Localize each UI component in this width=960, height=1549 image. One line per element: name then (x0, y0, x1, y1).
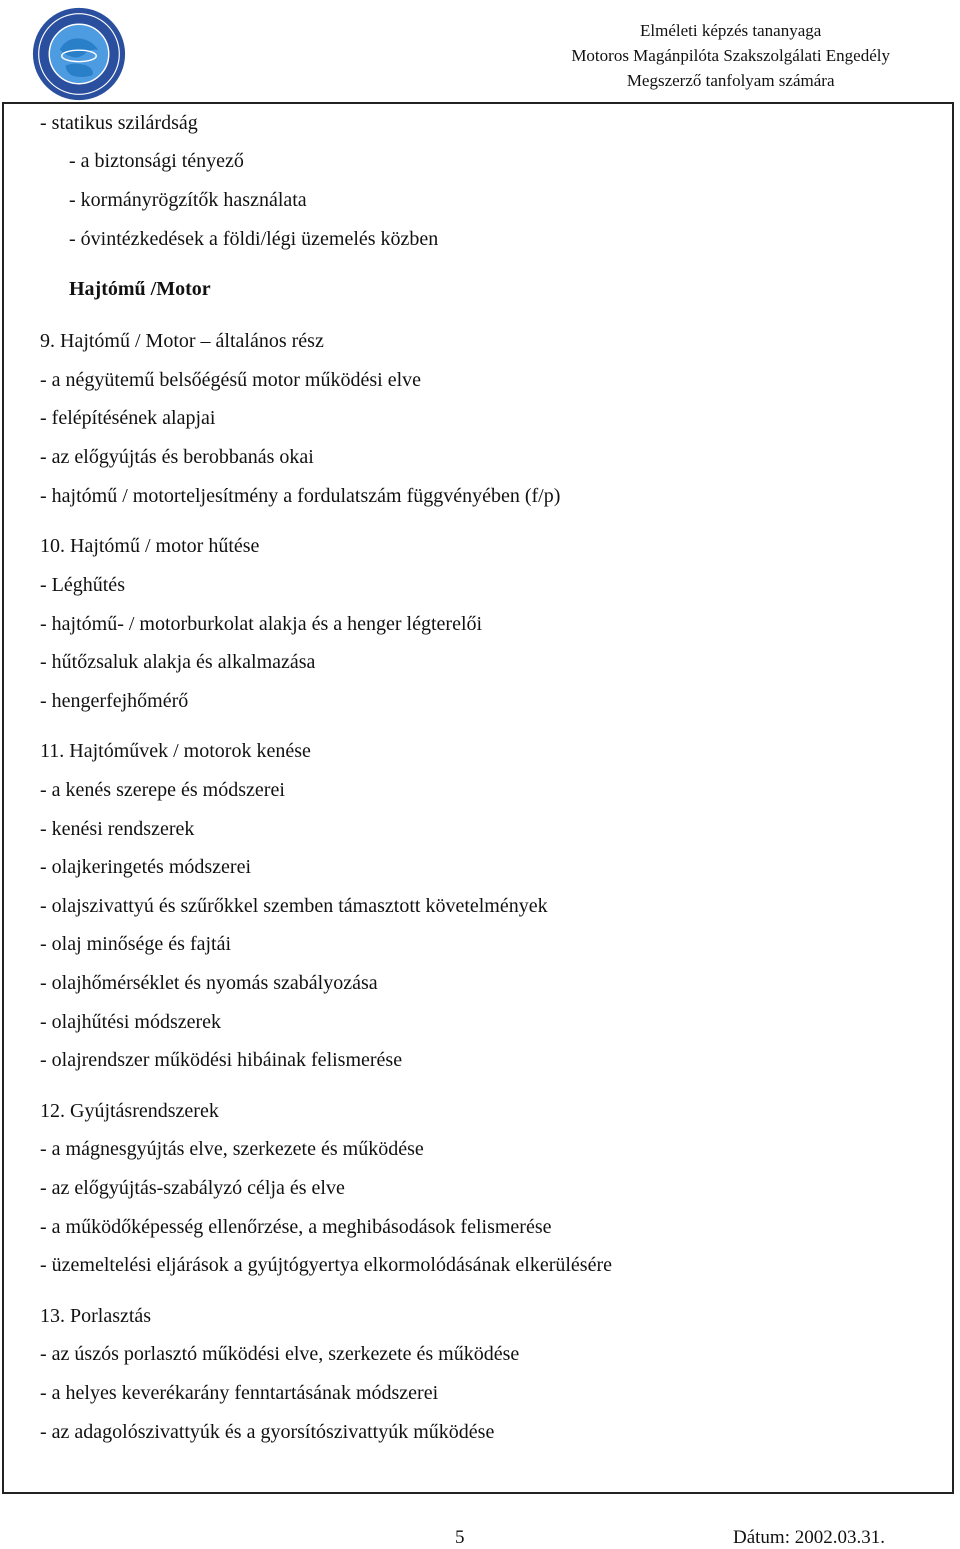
list-item: - olajhőmérséklet és nyomás szabályozása (40, 972, 378, 994)
list-item: - hajtómű- / motorburkolat alakja és a henger légterelői (40, 613, 483, 635)
section-title: 10. Hajtómű / motor hűtése (40, 535, 260, 557)
page-number: 5 (455, 1527, 465, 1548)
list-item: - az adagolószivattyúk és a gyorsítószivattyúk működése (40, 1421, 495, 1443)
section-heading: Hajtómű /Motor (69, 278, 211, 300)
list-item: - kormányrögzítők használata (69, 189, 307, 211)
list-item: - olaj minősége és fajtái (40, 933, 232, 955)
list-item: - olajkeringetés módszerei (40, 856, 252, 878)
list-item: - a biztonsági tényező (69, 150, 244, 172)
list-item: - óvintézkedések a földi/légi üzemelés közben (69, 228, 439, 250)
list-item: - a négyütemű belsőégésű motor működési elve (40, 369, 422, 391)
list-item: - felépítésének alapjai (40, 407, 216, 429)
list-item: - hengerfejhőmérő (40, 690, 189, 712)
section-title: 11. Hajtóművek / motorok kenése (40, 740, 311, 762)
document-header (571, 18, 890, 93)
list-item: - olajhűtési módszerek (40, 1011, 222, 1033)
list-item: - a helyes keverékarány fenntartásának módszerei (40, 1382, 439, 1404)
list-item: - olajszivattyú és szűrőkkel szemben támasztott követelmények (40, 895, 548, 917)
list-item: - kenési rendszerek (40, 818, 195, 840)
list-item: - az úszós porlasztó működési elve, szerkezete és működése (40, 1343, 520, 1365)
section-title: 12. Gyújtásrendszerek (40, 1100, 219, 1122)
list-item: - az előgyújtás-szabályzó célja és elve (40, 1177, 345, 1199)
list-item: - üzemeltelési eljárások a gyújtógyertya elkormolódásának elkerülésére (40, 1254, 612, 1276)
list-item: - statikus szilárdság (40, 112, 198, 134)
list-item: - hűtőzsaluk alakja és alkalmazása (40, 651, 316, 673)
school-logo (30, 6, 128, 102)
section-title: 13. Porlasztás (40, 1305, 152, 1327)
list-item: - a kenés szerepe és módszerei (40, 779, 285, 801)
list-item: - a mágnesgyújtás elve, szerkezete és működése (40, 1138, 424, 1160)
list-item: - Léghűtés (40, 574, 125, 596)
header-line-2: Motoros Magánpilóta Szakszolgálati Engedély (571, 46, 890, 65)
document-date: Dátum: 2002.03.31. (733, 1527, 885, 1548)
list-item: - olajrendszer működési hibáinak felismerése (40, 1049, 403, 1071)
list-item: - az előgyújtás és berobbanás okai (40, 446, 314, 468)
section-title: 9. Hajtómű / Motor – általános rész (40, 330, 324, 352)
list-item: - a működőképesség ellenőrzése, a meghibásodások felismerése (40, 1216, 552, 1238)
header-line-1: Elméleti képzés tananyaga (640, 21, 822, 40)
header-line-3: Megszerző tanfolyam számára (626, 71, 835, 90)
list-item: - hajtómű / motorteljesítmény a fordulatszám függvényében (f/p) (40, 485, 561, 507)
